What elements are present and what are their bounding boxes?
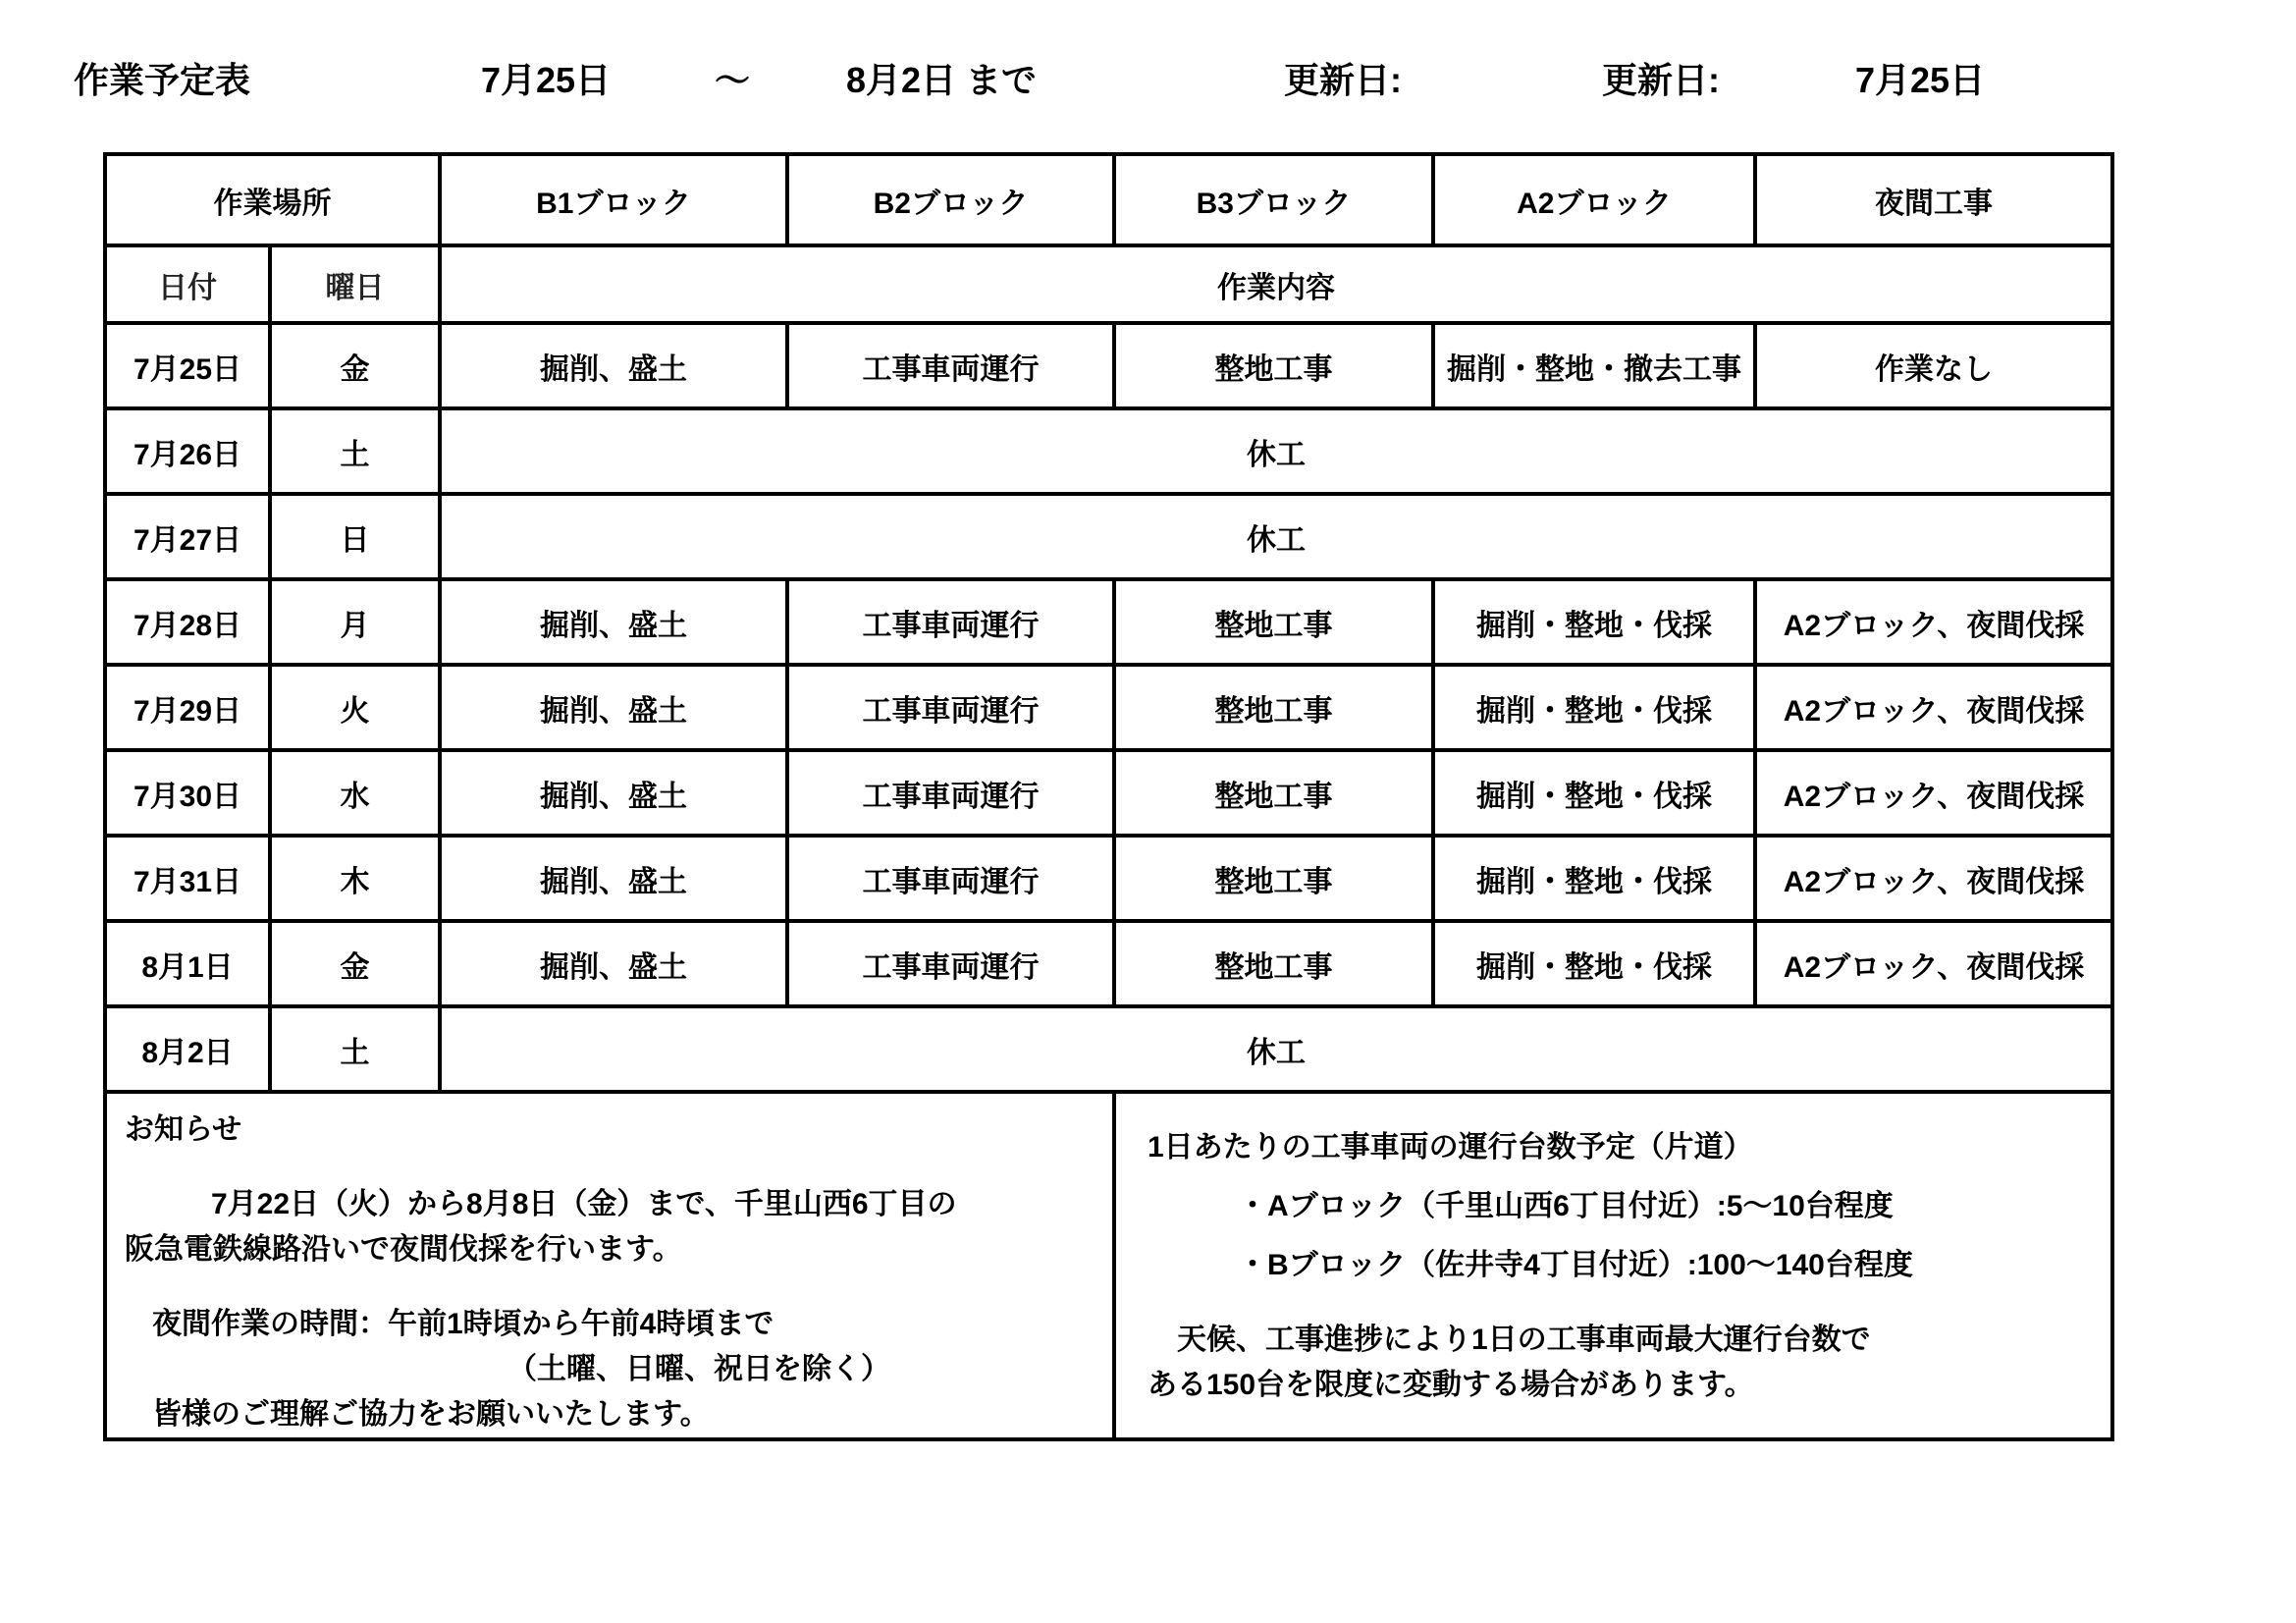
work-cell-b1: 掘削、盛土 bbox=[440, 579, 787, 665]
notice-line: 阪急電鉄線路沿いで夜間伐採を行います。 bbox=[125, 1233, 682, 1266]
work-cell-a2: 掘削・整地・伐採 bbox=[1433, 579, 1755, 665]
day-cell: 月 bbox=[270, 579, 440, 665]
header-row bbox=[105, 154, 2112, 245]
update-label-1: 更新日: bbox=[1284, 60, 1402, 100]
work-cell-a2: 掘削・整地・伐採 bbox=[1433, 836, 1755, 921]
notice-title: お知らせ bbox=[125, 1113, 242, 1146]
work-cell-b1: 掘削、盛土 bbox=[440, 323, 787, 408]
work-cell-night: A2ブロック、夜間伐採 bbox=[1755, 921, 2112, 1006]
holiday-cell: 休工 bbox=[440, 1006, 2112, 1092]
work-cell-b1: 掘削、盛土 bbox=[440, 665, 787, 750]
date-cell: 7月29日 bbox=[105, 665, 270, 750]
table-row bbox=[105, 494, 2112, 579]
work-cell-night: 作業なし bbox=[1755, 323, 2112, 408]
day-cell: 土 bbox=[270, 408, 440, 494]
period-end-date: 8月2日 まで bbox=[846, 60, 1038, 100]
subheader-date-label: 日付 bbox=[105, 245, 270, 323]
work-schedule-table bbox=[103, 152, 2114, 1441]
work-cell-a2: 掘削・整地・伐採 bbox=[1433, 665, 1755, 750]
work-cell-b3: 整地工事 bbox=[1114, 665, 1433, 750]
work-cell-night: A2ブロック、夜間伐採 bbox=[1755, 750, 2112, 836]
work-cell-a2: 掘削・整地・伐採 bbox=[1433, 750, 1755, 836]
subheader-day-label: 曜日 bbox=[270, 245, 440, 323]
header-block-b1: B1ブロック bbox=[440, 154, 787, 245]
table-row bbox=[105, 836, 2112, 921]
subheader-row bbox=[105, 245, 2112, 323]
holiday-cell: 休工 bbox=[440, 494, 2112, 579]
day-cell: 火 bbox=[270, 665, 440, 750]
day-cell: 水 bbox=[270, 750, 440, 836]
table-row bbox=[105, 323, 2112, 408]
date-cell: 7月25日 bbox=[105, 323, 270, 408]
header-block-b2: B2ブロック bbox=[787, 154, 1114, 245]
notice-line: 7月22日（火）から8月8日（金）まで、千里山西6丁目の bbox=[182, 1188, 957, 1220]
notice-cell bbox=[105, 1092, 1114, 1439]
header-night-work: 夜間工事 bbox=[1755, 154, 2112, 245]
update-date: 7月25日 bbox=[1855, 60, 1986, 100]
header-block-a2: A2ブロック bbox=[1433, 154, 1755, 245]
table-row bbox=[105, 665, 2112, 750]
traffic-cell bbox=[1114, 1092, 2112, 1439]
traffic-note: ある150台を限度に変動する場合があります。 bbox=[1148, 1369, 1754, 1401]
work-cell-night: A2ブロック、夜間伐採 bbox=[1755, 836, 2112, 921]
work-cell-b1: 掘削、盛土 bbox=[440, 921, 787, 1006]
page-title: 作業予定表 bbox=[74, 60, 251, 100]
work-cell-b2: 工事車両運行 bbox=[787, 579, 1114, 665]
table-row bbox=[105, 921, 2112, 1006]
holiday-cell: 休工 bbox=[440, 408, 2112, 494]
work-cell-a2: 掘削・整地・伐採 bbox=[1433, 921, 1755, 1006]
work-cell-b2: 工事車両運行 bbox=[787, 323, 1114, 408]
update-label-2: 更新日: bbox=[1602, 60, 1720, 100]
date-cell: 7月28日 bbox=[105, 579, 270, 665]
traffic-box bbox=[1120, 1094, 2107, 1408]
date-cell: 8月2日 bbox=[105, 1006, 270, 1092]
notice-line: 夜間作業の時間：午前1時頃から午前4時頃まで bbox=[152, 1308, 774, 1340]
work-cell-b1: 掘削、盛土 bbox=[440, 750, 787, 836]
day-cell: 木 bbox=[270, 836, 440, 921]
notice-line: （土曜、日曜、祝日を除く） bbox=[507, 1353, 890, 1385]
title-bar bbox=[0, 51, 2296, 110]
work-cell-b3: 整地工事 bbox=[1114, 921, 1433, 1006]
traffic-item-b: ・Bブロック（佐井寺4丁目付近）:100～140台程度 bbox=[1238, 1249, 1913, 1281]
work-cell-b2: 工事車両運行 bbox=[787, 921, 1114, 1006]
date-cell: 7月27日 bbox=[105, 494, 270, 579]
day-cell: 土 bbox=[270, 1006, 440, 1092]
period-tilde: ～ bbox=[715, 60, 751, 100]
table-row bbox=[105, 1006, 2112, 1092]
day-cell: 金 bbox=[270, 921, 440, 1006]
work-cell-a2: 掘削・整地・撤去工事 bbox=[1433, 323, 1755, 408]
header-location: 作業場所 bbox=[105, 154, 440, 245]
work-cell-night: A2ブロック、夜間伐採 bbox=[1755, 579, 2112, 665]
traffic-title: 1日あたりの工事車両の運行台数予定（片道） bbox=[1148, 1131, 1753, 1163]
work-cell-b2: 工事車両運行 bbox=[787, 750, 1114, 836]
header-block-b3: B3ブロック bbox=[1114, 154, 1433, 245]
table-row bbox=[105, 579, 2112, 665]
notice-box bbox=[111, 1094, 1108, 1437]
notice-line: 皆様のご理解ご協力をお願いいたします。 bbox=[152, 1398, 710, 1431]
work-cell-b3: 整地工事 bbox=[1114, 750, 1433, 836]
date-cell: 7月31日 bbox=[105, 836, 270, 921]
work-cell-b1: 掘削、盛土 bbox=[440, 836, 787, 921]
work-cell-b2: 工事車両運行 bbox=[787, 836, 1114, 921]
footer-row bbox=[105, 1092, 2112, 1439]
subheader-content-label: 作業内容 bbox=[440, 245, 2112, 323]
traffic-item-a: ・Aブロック（千里山西6丁目付近）:5～10台程度 bbox=[1238, 1190, 1894, 1222]
date-cell: 7月30日 bbox=[105, 750, 270, 836]
date-cell: 7月26日 bbox=[105, 408, 270, 494]
day-cell: 金 bbox=[270, 323, 440, 408]
date-cell: 8月1日 bbox=[105, 921, 270, 1006]
work-cell-night: A2ブロック、夜間伐採 bbox=[1755, 665, 2112, 750]
traffic-note: 天候、工事進捗により1日の工事車両最大運行台数で bbox=[1148, 1324, 1871, 1356]
work-cell-b2: 工事車両運行 bbox=[787, 665, 1114, 750]
work-cell-b3: 整地工事 bbox=[1114, 579, 1433, 665]
table-row bbox=[105, 750, 2112, 836]
period-start-date: 7月25日 bbox=[481, 60, 612, 100]
table-row bbox=[105, 408, 2112, 494]
work-cell-b3: 整地工事 bbox=[1114, 836, 1433, 921]
work-cell-b3: 整地工事 bbox=[1114, 323, 1433, 408]
day-cell: 日 bbox=[270, 494, 440, 579]
